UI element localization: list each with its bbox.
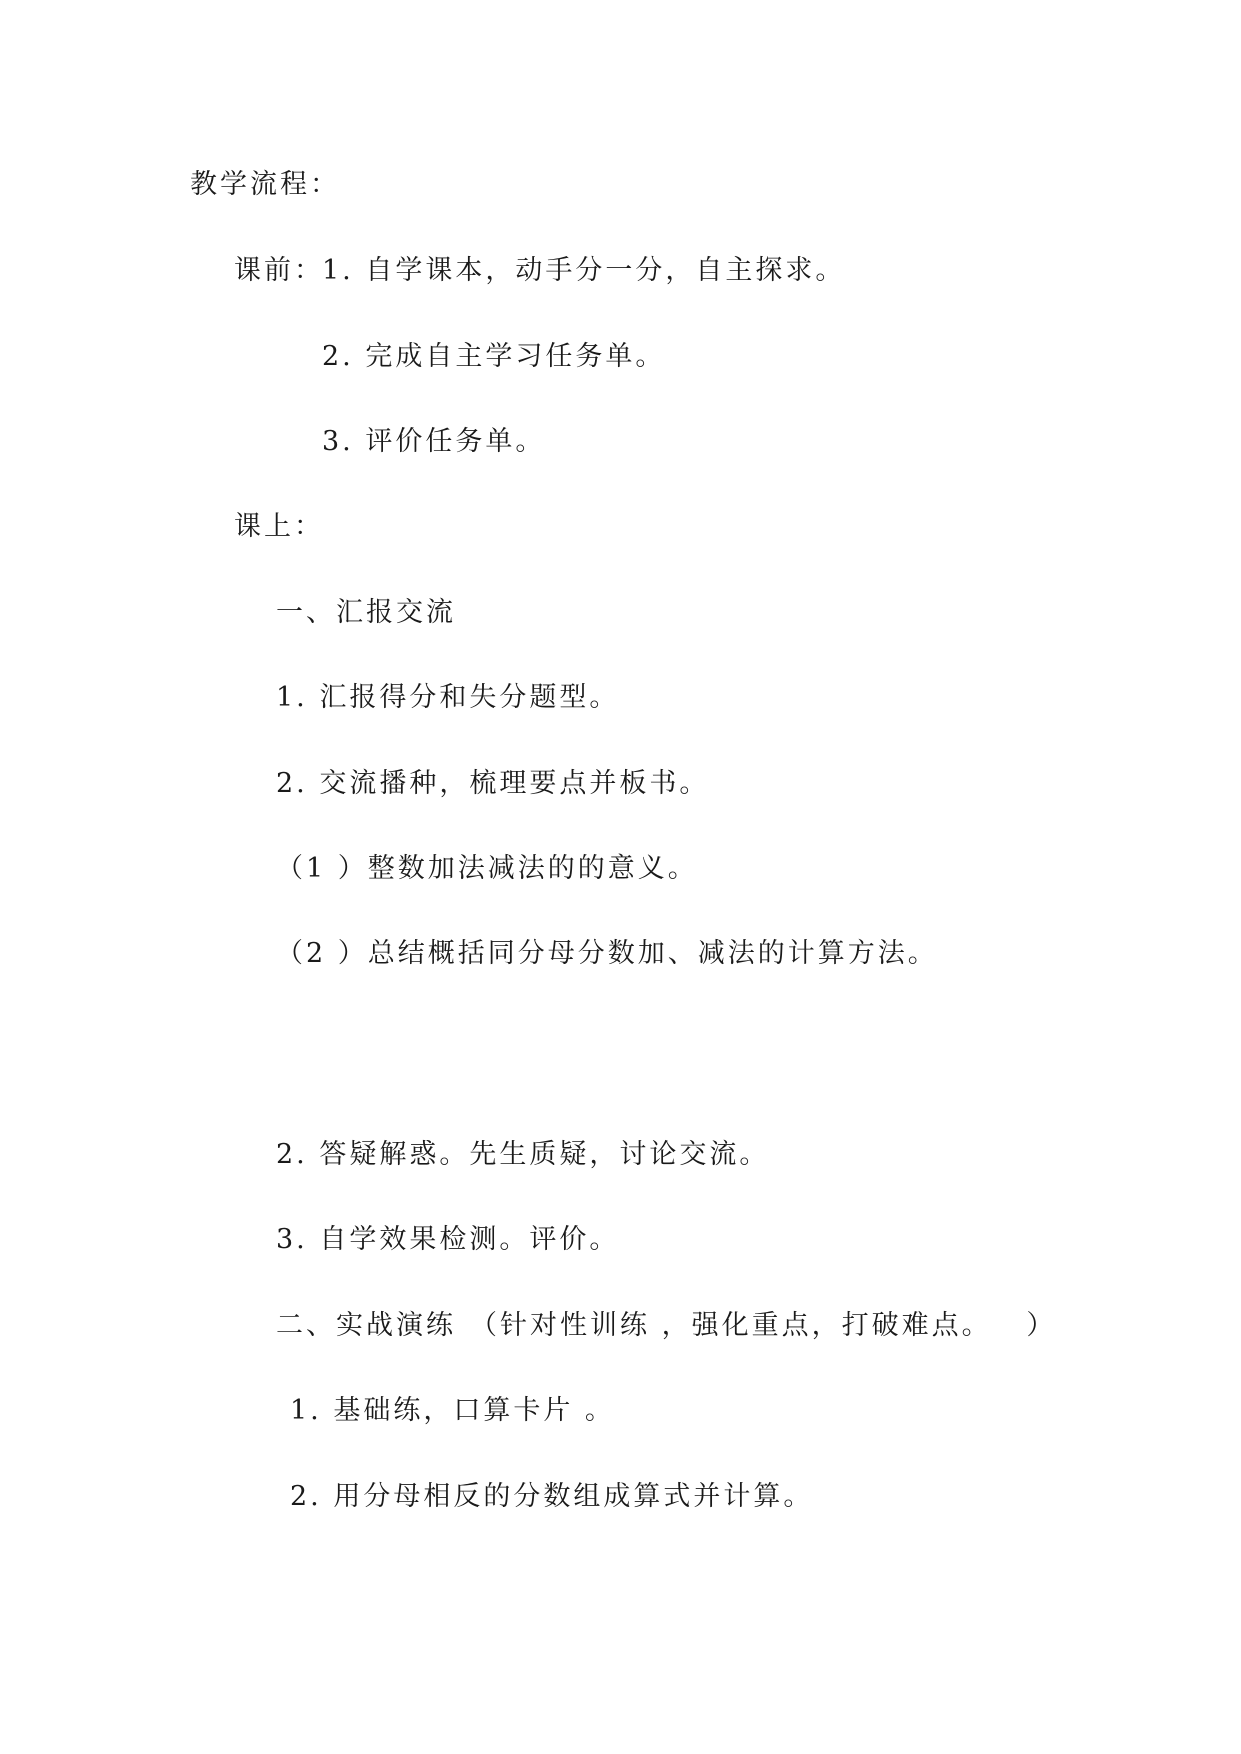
section1-item-5: 2. 答疑解惑。先生质疑，讨论交流。 xyxy=(276,1139,770,1170)
section2-item-1: 1. 基础练，口算卡片 。 xyxy=(290,1395,615,1426)
section1-item-2: 2. 交流播种，梳理要点并板书。 xyxy=(276,768,710,799)
section1-title: 一、汇报交流 xyxy=(276,597,456,628)
section2-item-2: 2. 用分母相反的分数组成算式并计算。 xyxy=(290,1481,814,1512)
before-class-item-1: 1. 自学课本，动手分一分，自主探求。 xyxy=(322,255,846,286)
before-class-item-3: 3. 评价任务单。 xyxy=(322,426,546,457)
section1-item-1: 1. 汇报得分和失分题型。 xyxy=(276,682,620,713)
before-class-item-2: 2. 完成自主学习任务单。 xyxy=(322,341,666,372)
document-heading: 教学流程： xyxy=(190,169,340,200)
before-class-label: 课前： xyxy=(234,255,324,286)
in-class-label: 课上： xyxy=(234,511,324,542)
section1-item-6: 3. 自学效果检测。评价。 xyxy=(276,1224,620,1255)
section2-title: 二、实战演练 xyxy=(276,1310,456,1341)
section1-item-3: （1 ）整数加法减法的的意义。 xyxy=(276,853,698,884)
section1-item-4: （2 ）总结概括同分母分数加、减法的计算方法。 xyxy=(276,938,938,969)
section2-note: （针对性训练 ，强化重点，打破难点。 ） xyxy=(470,1310,1057,1341)
